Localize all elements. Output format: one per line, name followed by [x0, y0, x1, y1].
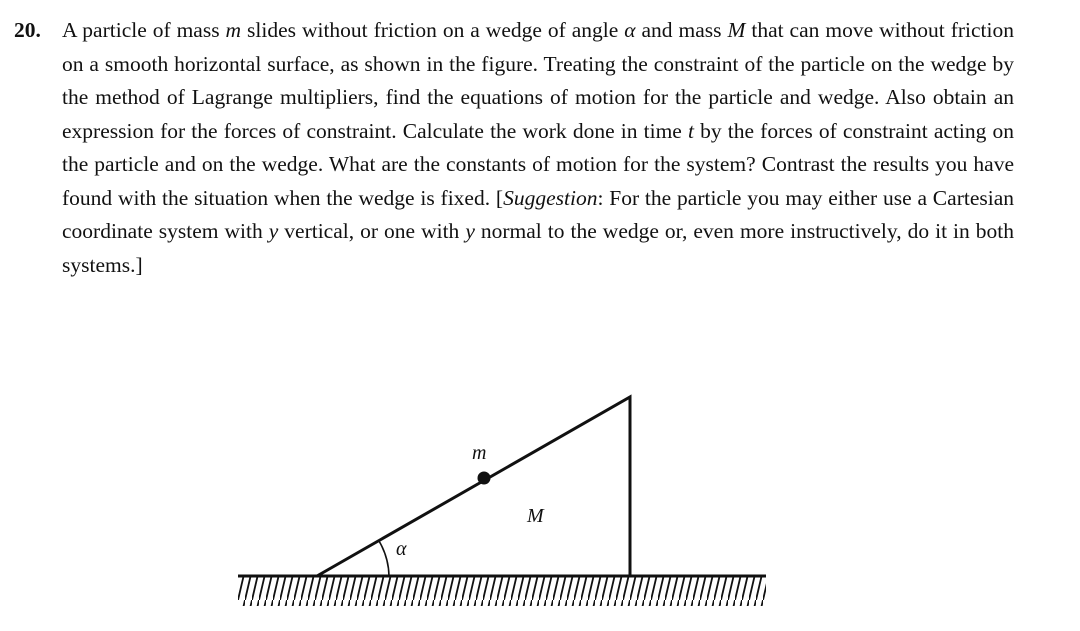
var-y: y: [465, 219, 475, 243]
text-segment: vertical, or one with: [278, 219, 466, 243]
text-segment: normal to the wedge or, even more instructively, do it in both systems.]: [62, 219, 1015, 277]
particle: [478, 472, 491, 485]
angle-arc: [379, 541, 389, 576]
var-y: y: [268, 219, 279, 243]
text-segment: by the forces of constraint acting on the particle and on the wedge. What are the constants of motion for the system? Contrast the results you have found with the situation when the wedge is fixed. [: [62, 118, 1014, 210]
ground-surface: [238, 576, 766, 606]
particle-label: m: [472, 442, 487, 464]
problem-number: 20.: [14, 18, 41, 42]
var-M: M: [727, 18, 746, 42]
suggestion-word: Suggestion: [503, 185, 598, 210]
wedge-label: M: [527, 505, 544, 527]
text-segment: : For the particle you may either use a Cartesian coordinate system with: [62, 185, 1015, 243]
text-segment: slides without friction on a wedge of angle: [241, 18, 625, 42]
var-t: t: [687, 118, 694, 143]
var-alpha: α: [624, 18, 636, 42]
text-segment: and mass: [635, 18, 728, 42]
angle-label: α: [396, 538, 407, 560]
var-m: m: [225, 18, 242, 42]
text-segment: A particle of mass: [62, 18, 226, 42]
wedge: [317, 397, 630, 576]
text-segment: that can move without friction on a smooth horizontal surface, as shown in the figure. Treating the constraint of the particle on the wedge by the method of Lagrange multipliers, find the equations of motion for the particle and wedge. Also obtain an expression for the forces of constraint. Calculate the work done in time: [62, 18, 1015, 143]
